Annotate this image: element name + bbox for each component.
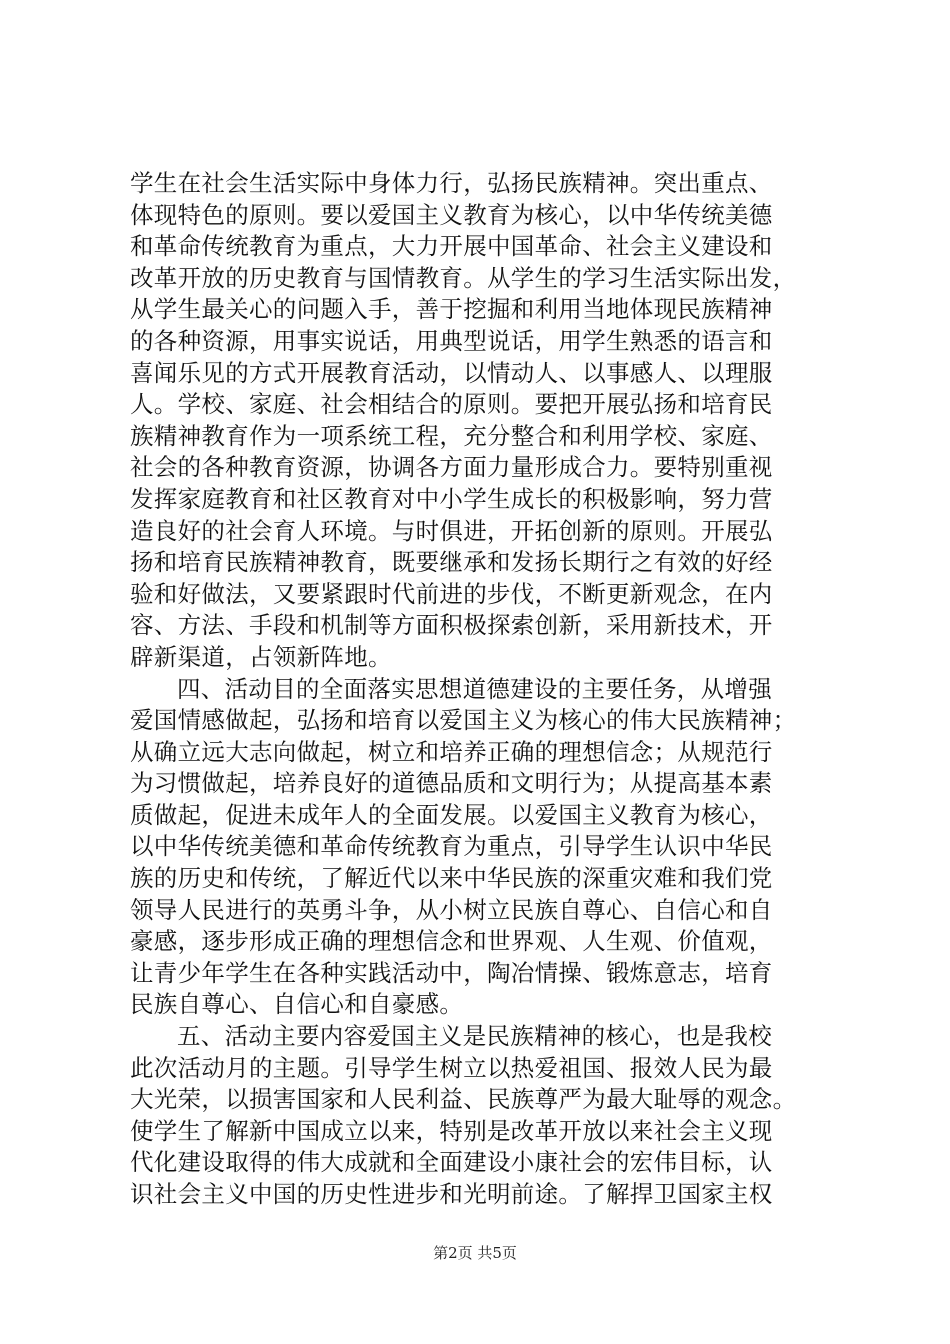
text-line: 大光荣，以损害国家和人民利益、民族尊严为最大耻辱的观念。	[130, 1085, 797, 1114]
text-line: 社会的各种教育资源，协调各方面力量形成合力。要特别重视	[130, 453, 773, 482]
text-line: 此次活动月的主题。引导学生树立以热爱祖国、报效人民为最	[130, 1053, 773, 1082]
text-line: 发挥家庭教育和社区教育对中小学生成长的积极影响，努力营	[130, 484, 773, 513]
text-line: 让青少年学生在各种实践活动中，陶冶情操、锻炼意志，培育	[130, 958, 773, 987]
paragraph-first-line: 四、活动目的全面落实思想道德建设的主要任务，从增强	[177, 674, 772, 703]
document-body	[130, 168, 830, 1211]
text-line: 以中华传统美德和革命传统教育为重点，引导学生认识中华民	[130, 832, 773, 861]
text-line: 民族自尊心、自信心和自豪感。	[130, 990, 464, 1019]
text-line: 验和好做法，又要紧跟时代前进的步伐，不断更新观念，在内	[130, 579, 773, 608]
text-line: 族的历史和传统，了解近代以来中华民族的深重灾难和我们党	[130, 864, 773, 893]
text-line: 从学生最关心的问题入手，善于挖掘和利用当地体现民族精神	[130, 295, 773, 324]
text-line: 族精神教育作为一项系统工程，充分整合和利用学校、家庭、	[130, 421, 773, 450]
text-line: 体现特色的原则。要以爱国主义教育为核心，以中华传统美德	[130, 200, 773, 229]
text-line: 扬和培育民族精神教育，既要继承和发扬长期行之有效的好经	[130, 548, 773, 577]
text-line: 豪感，逐步形成正确的理想信念和世界观、人生观、价值观，	[130, 927, 773, 956]
text-line: 领导人民进行的英勇斗争，从小树立民族自尊心、自信心和自	[130, 895, 773, 924]
text-line: 爱国情感做起，弘扬和培育以爱国主义为核心的伟大民族精神；	[130, 706, 797, 735]
page-footer: 第2页 共5页	[433, 1244, 517, 1262]
text-line: 为习惯做起，培养良好的道德品质和文明行为；从提高基本素	[130, 769, 773, 798]
text-line: 质做起，促进未成年人的全面发展。以爱国主义教育为核心，	[130, 800, 773, 829]
text-line: 从确立远大志向做起，树立和培养正确的理想信念；从规范行	[130, 737, 773, 766]
text-line: 代化建设取得的伟大成就和全面建设小康社会的宏伟目标，认	[130, 1148, 773, 1177]
text-line: 识社会主义中国的历史性进步和光明前途。了解捍卫国家主权	[130, 1180, 773, 1208]
text-line: 和革命传统教育为重点，大力开展中国革命、社会主义建设和	[130, 232, 773, 261]
text-line: 辟新渠道，占领新阵地。	[130, 642, 392, 671]
text-line: 造良好的社会育人环境。与时俱进，开拓创新的原则。开展弘	[130, 516, 773, 545]
paragraph-first-line: 五、活动主要内容爱国主义是民族精神的核心，也是我校	[177, 1022, 772, 1051]
text-line: 的各种资源，用事实说话，用典型说话，用学生熟悉的语言和	[130, 326, 773, 355]
text-line: 容、方法、手段和机制等方面积极探索创新，采用新技术，开	[130, 611, 773, 640]
text-line: 使学生了解新中国成立以来，特别是改革开放以来社会主义现	[130, 1116, 773, 1145]
text-line: 喜闻乐见的方式开展教育活动，以情动人、以事感人、以理服	[130, 358, 773, 387]
text-line: 改革开放的历史教育与国情教育。从学生的学习生活实际出发，	[130, 263, 797, 292]
text-line: 学生在社会生活实际中身体力行，弘扬民族精神。突出重点、	[130, 169, 773, 197]
text-line: 人。学校、家庭、社会相结合的原则。要把开展弘扬和培育民	[130, 390, 773, 419]
